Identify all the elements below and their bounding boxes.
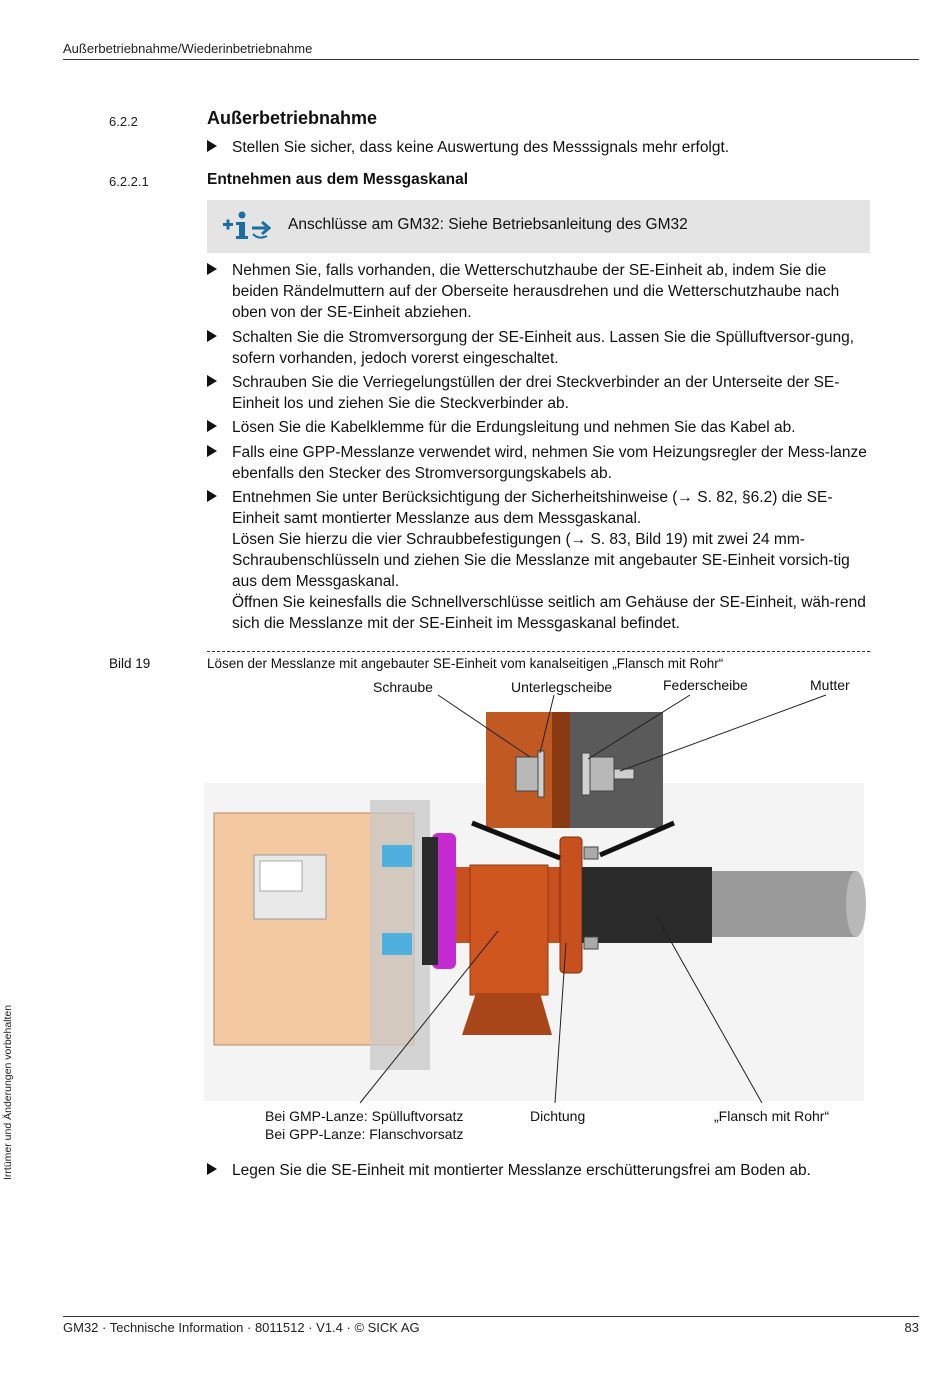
step-2 <box>207 327 872 369</box>
step-text-warning: Öffnen Sie keinesfalls die Schnellverschlüsse seitlich am Gehäuse der SE-Einheit, wäh-rend sich die Messlanze mit der SE-Einheit im Messgaskanal befindet. <box>232 594 866 632</box>
detail-inset <box>486 712 663 828</box>
step-text: Entnehmen Sie unter Berücksichtigung der Sicherheitshinweise (→ S. 82, §6.2) die SE-Einheit samt montierter Messlanze aus dem Messgaskanal. <box>232 489 833 527</box>
bullet-arrow-icon <box>207 420 217 432</box>
bullet-arrow-icon <box>207 140 217 152</box>
figure-19 <box>200 675 880 1150</box>
step-3 <box>207 372 872 414</box>
step-1 <box>207 260 872 323</box>
subsection-number: 6.2.2.1 <box>109 174 149 189</box>
step-text: Legen Sie die SE-Einheit mit montierter Messlanze erschütterungsfrei am Boden ab. <box>232 1162 811 1179</box>
callout-lanze-gmp: Bei GMP-Lanze: Spülluftvorsatz <box>265 1108 464 1124</box>
footer-text: GM32 · Technische Information · 8011512 · V1.4 · © SICK AG <box>63 1320 420 1335</box>
section-number: 6.2.2 <box>109 114 138 129</box>
bullet-arrow-icon <box>207 330 217 342</box>
footer-rule <box>63 1316 919 1317</box>
info-icon <box>221 210 273 242</box>
callout-flansch: „Flansch mit Rohr“ <box>714 1108 830 1124</box>
info-text: Anschlüsse am GM32: Siehe Betriebsanleitung des GM32 <box>288 216 688 233</box>
step-text-detail: Lösen Sie hierzu die vier Schraubbefestigungen (→ S. 83, Bild 19) mit zwei 24 mm-Schraubenschlüsseln und ziehen Sie die Messlanze mit angebauter SE-Einheit vorsich-tig aus dem Messgaskanal. <box>232 531 850 590</box>
figure-caption: Lösen der Messlanze mit angebauter SE-Einheit vom kanalseitigen „Flansch mit Rohr“ <box>207 656 724 671</box>
se-unit-housing <box>214 800 430 1070</box>
step-4 <box>207 417 872 438</box>
callout-mutter: Mutter <box>810 677 850 693</box>
section-bullet <box>207 137 872 158</box>
callout-federscheibe: Federscheibe <box>663 677 748 693</box>
page-number: 83 <box>904 1320 919 1335</box>
bullet-arrow-icon <box>207 1163 217 1175</box>
bullet-text: Stellen Sie sicher, dass keine Auswertung des Messsignals mehr erfolgt. <box>232 139 730 156</box>
final-step <box>207 1160 872 1181</box>
step-5 <box>207 442 872 484</box>
bullet-arrow-icon <box>207 490 217 502</box>
callout-schraube: Schraube <box>373 679 433 695</box>
side-note: Irrtümer und Änderungen vorbehalten <box>2 1004 14 1180</box>
step-text: Falls eine GPP-Messlanze verwendet wird, nehmen Sie vom Heizungsregler der Mess-lanze ebenfalls den Stecker des Stromversorgungskabels ab. <box>232 444 867 482</box>
bullet-arrow-icon <box>207 375 217 387</box>
subsection-title: Entnehmen aus dem Messgaskanal <box>207 171 469 188</box>
step-text: Schrauben Sie die Verriegelungstüllen der drei Steckverbinder an der Unterseite der SE-Einheit los und ziehen Sie die Steckverbinder ab. <box>232 374 840 412</box>
figure-separator <box>207 651 870 652</box>
lance-assembly-illustration <box>200 675 880 1150</box>
running-header: Außerbetriebnahme/Wiederinbetriebnahme <box>63 41 313 56</box>
callout-dichtung: Dichtung <box>530 1108 586 1124</box>
step-text: Schalten Sie die Stromversorgung der SE-Einheit aus. Lassen Sie die Spülluftversor-gung, sofern vorhanden, jedoch vorerst eingeschaltet. <box>232 329 855 367</box>
bullet-arrow-icon <box>207 263 217 275</box>
section-title: Außerbetriebnahme <box>207 108 378 128</box>
bullet-arrow-icon <box>207 445 217 457</box>
callout-lanze-gpp: Bei GPP-Lanze: Flanschvorsatz <box>265 1126 464 1142</box>
step-text: Nehmen Sie, falls vorhanden, die Wetterschutzhaube der SE-Einheit ab, indem Sie die beiden Rändelmuttern auf der Oberseite herausdrehen und die Wetterschutzhaube nach oben von der SE-Einheit abziehen. <box>232 262 840 321</box>
step-6 <box>207 487 872 634</box>
figure-label: Bild 19 <box>109 656 151 671</box>
info-box <box>207 200 870 253</box>
step-text: Lösen Sie die Kabelklemme für die Erdungsleitung und nehmen Sie das Kabel ab. <box>232 419 796 436</box>
header-rule <box>63 59 919 60</box>
callout-unterlegscheibe: Unterlegscheibe <box>511 679 613 695</box>
